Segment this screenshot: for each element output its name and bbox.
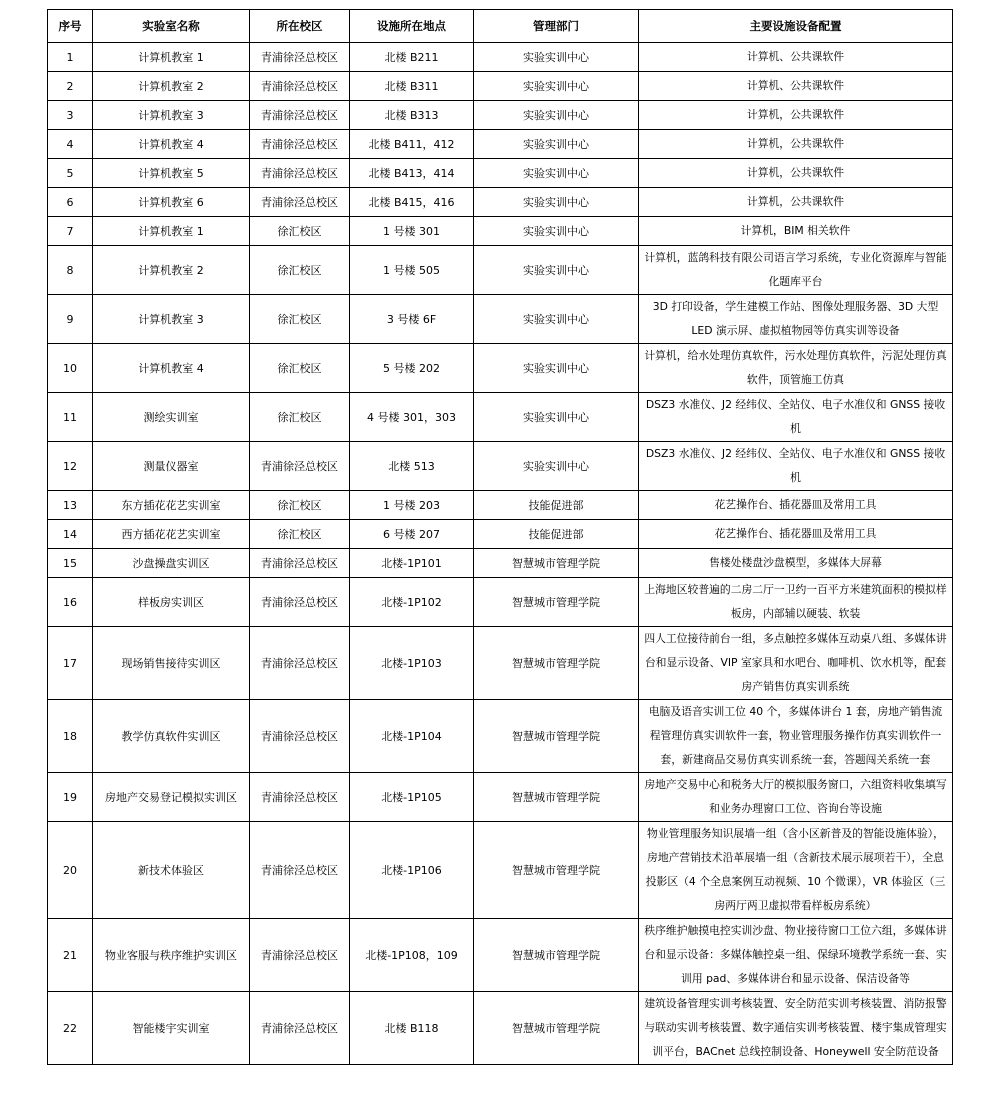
cell-department: 智慧城市管理学院 xyxy=(474,549,639,578)
cell-index: 9 xyxy=(48,295,93,344)
table-row xyxy=(48,344,953,393)
table-row xyxy=(48,773,953,822)
cell-index: 13 xyxy=(48,491,93,520)
cell-campus: 青浦徐泾总校区 xyxy=(250,627,350,700)
cell-campus: 青浦徐泾总校区 xyxy=(250,700,350,773)
cell-index: 15 xyxy=(48,549,93,578)
cell-department: 技能促进部 xyxy=(474,520,639,549)
cell-department: 技能促进部 xyxy=(474,491,639,520)
table-row xyxy=(48,919,953,992)
cell-equipment: 计算机，公共课软件 xyxy=(639,101,953,130)
cell-index: 10 xyxy=(48,344,93,393)
cell-department: 实验实训中心 xyxy=(474,188,639,217)
cell-department: 实验实训中心 xyxy=(474,246,639,295)
table-row xyxy=(48,822,953,919)
cell-equipment: 建筑设备管理实训考核装置、安全防范实训考核装置、消防报警与联动实训考核装置、数字通信实训考核装置、楼宇集成管理实训平台，BACnet 总线控制设备、Honeywell 安全防范设备 xyxy=(639,992,953,1065)
cell-location: 北楼 B311 xyxy=(350,72,474,101)
cell-index: 11 xyxy=(48,393,93,442)
table-row xyxy=(48,491,953,520)
cell-campus: 青浦徐泾总校区 xyxy=(250,919,350,992)
cell-lab-name: 计算机教室 1 xyxy=(93,43,250,72)
cell-location: 1 号楼 203 xyxy=(350,491,474,520)
cell-equipment: 房地产交易中心和税务大厅的模拟服务窗口，六组资料收集填写和业务办理窗口工位、咨询台等设施 xyxy=(639,773,953,822)
cell-lab-name: 测绘实训室 xyxy=(93,393,250,442)
cell-location: 6 号楼 207 xyxy=(350,520,474,549)
cell-equipment: 3D 打印设备，学生建模工作站、图像处理服务器、3D 大型 LED 演示屏、虚拟植物园等仿真实训等设备 xyxy=(639,295,953,344)
cell-department: 智慧城市管理学院 xyxy=(474,578,639,627)
cell-campus: 徐汇校区 xyxy=(250,344,350,393)
cell-lab-name: 计算机教室 3 xyxy=(93,101,250,130)
cell-lab-name: 智能楼宇实训室 xyxy=(93,992,250,1065)
cell-lab-name: 东方插花花艺实训室 xyxy=(93,491,250,520)
table-row xyxy=(48,578,953,627)
table-row xyxy=(48,188,953,217)
cell-lab-name: 计算机教室 3 xyxy=(93,295,250,344)
table-row xyxy=(48,393,953,442)
cell-lab-name: 物业客服与秩序维护实训区 xyxy=(93,919,250,992)
table-row xyxy=(48,72,953,101)
table-row xyxy=(48,992,953,1065)
cell-campus: 徐汇校区 xyxy=(250,295,350,344)
cell-location: 4 号楼 301，303 xyxy=(350,393,474,442)
cell-department: 实验实训中心 xyxy=(474,295,639,344)
cell-department: 智慧城市管理学院 xyxy=(474,773,639,822)
header-department: 管理部门 xyxy=(474,10,639,43)
header-index: 序号 xyxy=(48,10,93,43)
cell-campus: 青浦徐泾总校区 xyxy=(250,992,350,1065)
cell-location: 北楼 B118 xyxy=(350,992,474,1065)
cell-lab-name: 计算机教室 4 xyxy=(93,130,250,159)
cell-lab-name: 计算机教室 2 xyxy=(93,246,250,295)
cell-location: 北楼-1P101 xyxy=(350,549,474,578)
cell-department: 智慧城市管理学院 xyxy=(474,992,639,1065)
cell-index: 12 xyxy=(48,442,93,491)
cell-location: 北楼-1P106 xyxy=(350,822,474,919)
cell-department: 实验实训中心 xyxy=(474,344,639,393)
cell-lab-name: 房地产交易登记模拟实训区 xyxy=(93,773,250,822)
table-row xyxy=(48,217,953,246)
cell-equipment: 秩序维护触摸电控实训沙盘、物业接待窗口工位六组，多媒体讲台和显示设备：多媒体触控桌一组、保绿环境教学系统一套、实训用 pad、多媒体讲台和显示设备、保洁设备等 xyxy=(639,919,953,992)
cell-index: 19 xyxy=(48,773,93,822)
cell-lab-name: 新技术体验区 xyxy=(93,822,250,919)
cell-lab-name: 西方插花花艺实训室 xyxy=(93,520,250,549)
cell-department: 智慧城市管理学院 xyxy=(474,627,639,700)
table-body xyxy=(48,43,953,1065)
table-row xyxy=(48,246,953,295)
table-row xyxy=(48,101,953,130)
cell-equipment: 计算机，公共课软件 xyxy=(639,130,953,159)
cell-lab-name: 计算机教室 4 xyxy=(93,344,250,393)
cell-department: 实验实训中心 xyxy=(474,217,639,246)
cell-location: 北楼 B313 xyxy=(350,101,474,130)
cell-index: 4 xyxy=(48,130,93,159)
table-row xyxy=(48,130,953,159)
cell-department: 实验实训中心 xyxy=(474,393,639,442)
cell-department: 智慧城市管理学院 xyxy=(474,700,639,773)
cell-index: 16 xyxy=(48,578,93,627)
cell-lab-name: 计算机教室 6 xyxy=(93,188,250,217)
cell-equipment: 计算机，蓝鸽科技有限公司语言学习系统，专业化资源库与智能化题库平台 xyxy=(639,246,953,295)
cell-index: 7 xyxy=(48,217,93,246)
cell-index: 5 xyxy=(48,159,93,188)
cell-campus: 青浦徐泾总校区 xyxy=(250,578,350,627)
cell-equipment: 计算机，给水处理仿真软件，污水处理仿真软件，污泥处理仿真软件，顶管施工仿真 xyxy=(639,344,953,393)
cell-equipment: 物业管理服务知识展墙一组（含小区新普及的智能设施体验），房地产营销技术沿革展墙一组（含新技术展示展项若干），全息投影区（4 个全息案例互动视频、10 个微课），VR 体验区（三房两厅两卫虚拟带看样板房系统） xyxy=(639,822,953,919)
cell-location: 北楼-1P103 xyxy=(350,627,474,700)
cell-department: 实验实训中心 xyxy=(474,101,639,130)
cell-equipment: 四人工位接待前台一组，多点触控多媒体互动桌八组、多媒体讲台和显示设备、VIP 室家具和水吧台、咖啡机、饮水机等，配套房产销售仿真实训系统 xyxy=(639,627,953,700)
cell-campus: 徐汇校区 xyxy=(250,491,350,520)
cell-lab-name: 教学仿真软件实训区 xyxy=(93,700,250,773)
cell-location: 北楼 513 xyxy=(350,442,474,491)
cell-campus: 青浦徐泾总校区 xyxy=(250,72,350,101)
table-row xyxy=(48,520,953,549)
cell-location: 北楼-1P104 xyxy=(350,700,474,773)
cell-department: 实验实训中心 xyxy=(474,72,639,101)
cell-campus: 徐汇校区 xyxy=(250,393,350,442)
cell-campus: 青浦徐泾总校区 xyxy=(250,101,350,130)
cell-location: 北楼-1P108，109 xyxy=(350,919,474,992)
header-location: 设施所在地点 xyxy=(350,10,474,43)
cell-equipment: 花艺操作台、插花器皿及常用工具 xyxy=(639,520,953,549)
table-row xyxy=(48,549,953,578)
cell-location: 北楼 B415，416 xyxy=(350,188,474,217)
cell-equipment: 售楼处楼盘沙盘模型，多媒体大屏幕 xyxy=(639,549,953,578)
cell-index: 3 xyxy=(48,101,93,130)
cell-equipment: 计算机，公共课软件 xyxy=(639,159,953,188)
cell-index: 1 xyxy=(48,43,93,72)
header-row xyxy=(48,10,953,43)
lab-facilities-table xyxy=(47,9,953,1065)
table-row xyxy=(48,627,953,700)
cell-index: 6 xyxy=(48,188,93,217)
cell-equipment: DSZ3 水准仪、J2 经纬仪、全站仪、电子水准仪和 GNSS 接收机 xyxy=(639,442,953,491)
cell-equipment: DSZ3 水准仪、J2 经纬仪、全站仪、电子水准仪和 GNSS 接收机 xyxy=(639,393,953,442)
cell-index: 20 xyxy=(48,822,93,919)
table-row xyxy=(48,295,953,344)
cell-campus: 青浦徐泾总校区 xyxy=(250,43,350,72)
cell-index: 2 xyxy=(48,72,93,101)
cell-location: 3 号楼 6F xyxy=(350,295,474,344)
cell-lab-name: 沙盘操盘实训区 xyxy=(93,549,250,578)
cell-location: 北楼-1P102 xyxy=(350,578,474,627)
cell-campus: 青浦徐泾总校区 xyxy=(250,822,350,919)
cell-location: 北楼 B211 xyxy=(350,43,474,72)
cell-index: 18 xyxy=(48,700,93,773)
cell-equipment: 上海地区较普遍的二房二厅一卫约一百平方米建筑面积的模拟样板房，内部辅以硬装、软装 xyxy=(639,578,953,627)
cell-index: 8 xyxy=(48,246,93,295)
cell-campus: 徐汇校区 xyxy=(250,520,350,549)
cell-campus: 徐汇校区 xyxy=(250,217,350,246)
cell-department: 智慧城市管理学院 xyxy=(474,822,639,919)
table-row xyxy=(48,700,953,773)
cell-index: 22 xyxy=(48,992,93,1065)
cell-equipment: 电脑及语音实训工位 40 个，多媒体讲台 1 套，房地产销售流程管理仿真实训软件一套，物业管理服务操作仿真实训软件一套，新建商品交易仿真实训系统一套，答题闯关系统一套 xyxy=(639,700,953,773)
cell-location: 5 号楼 202 xyxy=(350,344,474,393)
cell-location: 北楼 B413，414 xyxy=(350,159,474,188)
cell-lab-name: 计算机教室 2 xyxy=(93,72,250,101)
cell-equipment: 计算机，公共课软件 xyxy=(639,188,953,217)
cell-lab-name: 样板房实训区 xyxy=(93,578,250,627)
cell-campus: 青浦徐泾总校区 xyxy=(250,773,350,822)
table-row xyxy=(48,442,953,491)
cell-campus: 青浦徐泾总校区 xyxy=(250,549,350,578)
cell-department: 实验实训中心 xyxy=(474,442,639,491)
cell-location: 北楼-1P105 xyxy=(350,773,474,822)
cell-department: 实验实训中心 xyxy=(474,130,639,159)
cell-campus: 徐汇校区 xyxy=(250,246,350,295)
cell-equipment: 计算机、公共课软件 xyxy=(639,43,953,72)
cell-campus: 青浦徐泾总校区 xyxy=(250,442,350,491)
table-row xyxy=(48,43,953,72)
cell-lab-name: 现场销售接待实训区 xyxy=(93,627,250,700)
cell-index: 17 xyxy=(48,627,93,700)
cell-equipment: 计算机、公共课软件 xyxy=(639,72,953,101)
cell-campus: 青浦徐泾总校区 xyxy=(250,130,350,159)
cell-department: 实验实训中心 xyxy=(474,159,639,188)
header-campus: 所在校区 xyxy=(250,10,350,43)
cell-location: 1 号楼 505 xyxy=(350,246,474,295)
cell-equipment: 计算机，BIM 相关软件 xyxy=(639,217,953,246)
cell-lab-name: 计算机教室 5 xyxy=(93,159,250,188)
cell-lab-name: 测量仪器室 xyxy=(93,442,250,491)
cell-index: 14 xyxy=(48,520,93,549)
cell-campus: 青浦徐泾总校区 xyxy=(250,159,350,188)
cell-department: 实验实训中心 xyxy=(474,43,639,72)
cell-equipment: 花艺操作台、插花器皿及常用工具 xyxy=(639,491,953,520)
cell-department: 智慧城市管理学院 xyxy=(474,919,639,992)
header-equipment: 主要设施设备配置 xyxy=(639,10,953,43)
cell-index: 21 xyxy=(48,919,93,992)
cell-location: 1 号楼 301 xyxy=(350,217,474,246)
table-row xyxy=(48,159,953,188)
cell-location: 北楼 B411，412 xyxy=(350,130,474,159)
cell-lab-name: 计算机教室 1 xyxy=(93,217,250,246)
header-lab-name: 实验室名称 xyxy=(93,10,250,43)
cell-campus: 青浦徐泾总校区 xyxy=(250,188,350,217)
